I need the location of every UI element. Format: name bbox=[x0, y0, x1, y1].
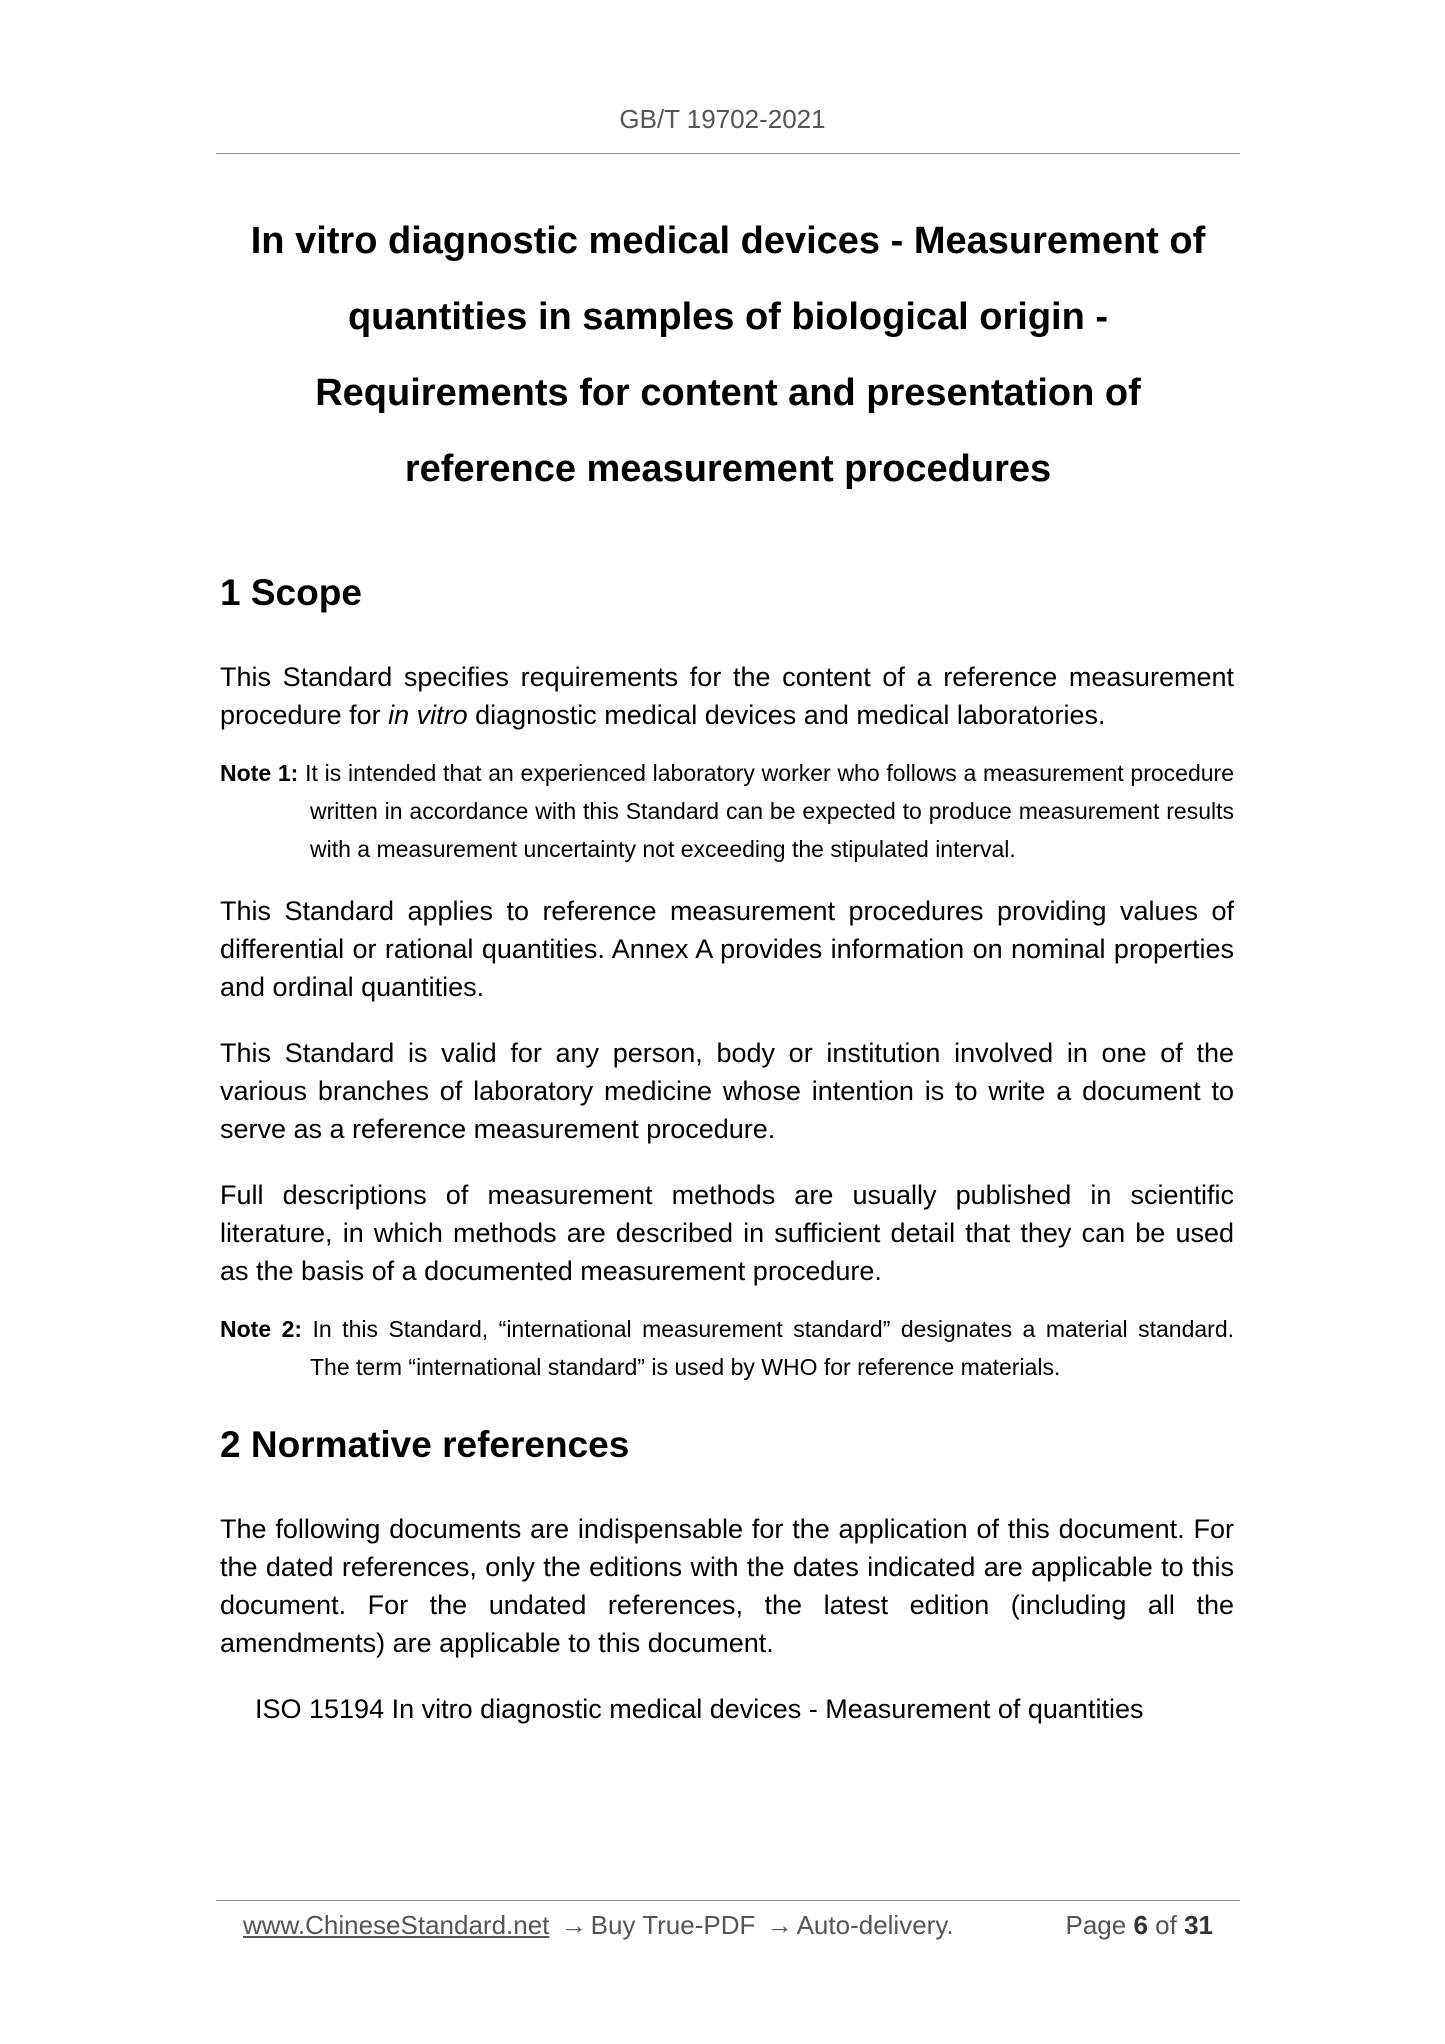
normative-references-paragraph: The following documents are indispensable for the application of this document. For the dated references, only the editions with the dates indicated are applicable to this document. For the undated references, the latest edition (including all the amendments) are applicable to this document. bbox=[220, 1514, 1234, 1658]
scope-paragraph-3: This Standard is valid for any person, body or institution involved in one of the various branches of laboratory medicine whose intention is to write a document to serve as a reference measurement procedure. bbox=[220, 1038, 1234, 1144]
arrow-right-icon: → bbox=[766, 1910, 793, 1940]
document-body bbox=[220, 568, 1234, 1728]
website-link[interactable]: www.ChineseStandard.net bbox=[243, 1910, 550, 1940]
page-word: Page bbox=[1065, 1910, 1127, 1940]
scope-p1-text-b: diagnostic medical devices and medical laboratories. bbox=[467, 700, 1106, 730]
section-2-heading: 2 Normative references bbox=[220, 1424, 630, 1465]
page-footer bbox=[243, 1905, 1213, 1945]
title-line-1: In vitro diagnostic medical devices - Measurement of bbox=[250, 220, 1206, 262]
note-1-text: It is intended that an experienced laboratory worker who follows a measurement procedure written in accordance with this Standard can be expected to produce measurement results with a measurement uncertainty not exceeding the stipulated interval. bbox=[298, 760, 1235, 862]
scope-p1-text-a: This Standard specifies requirements for the content of a reference measurement procedure for bbox=[220, 662, 1234, 730]
auto-delivery-text: Auto-delivery. bbox=[796, 1910, 954, 1940]
current-page-number: 6 bbox=[1133, 1910, 1148, 1940]
buy-true-pdf-text: Buy True-PDF bbox=[590, 1910, 756, 1940]
scope-paragraph-4: Full descriptions of measurement methods are usually published in scientific literature, in which methods are described in sufficient detail that they can be used as the basis of a documented measurement procedure. bbox=[220, 1180, 1234, 1286]
note-1 bbox=[220, 754, 1234, 868]
title-line-3: Requirements for content and presentation of bbox=[315, 372, 1141, 414]
header-divider bbox=[216, 153, 1240, 154]
note-2 bbox=[220, 1310, 1234, 1386]
reference-iso-15194: ISO 15194 In vitro diagnostic medical devices - Measurement of quantities bbox=[255, 1694, 1144, 1724]
scope-p1-italic: in vitro bbox=[388, 700, 468, 730]
note-2-label: Note 2: bbox=[220, 1316, 303, 1342]
document-title bbox=[216, 203, 1240, 507]
of-word: of bbox=[1155, 1910, 1177, 1940]
page-number-indicator bbox=[1065, 1905, 1213, 1945]
note-2-text: In this Standard, “international measurement standard” designates a material standard. The term “international standard” is used by WHO for reference materials. bbox=[302, 1316, 1235, 1380]
title-line-2: quantities in samples of biological origin - bbox=[347, 296, 1109, 338]
note-1-label: Note 1: bbox=[220, 760, 299, 786]
standard-code-header: GB/T 19702-2021 bbox=[619, 104, 826, 134]
scope-paragraph-1 bbox=[220, 658, 1234, 734]
arrow-right-icon: → bbox=[560, 1910, 587, 1940]
scope-paragraph-2: This Standard applies to reference measurement procedures providing values of differential or rational quantities. Annex A provides information on nominal properties and ordinal quantities. bbox=[220, 896, 1234, 1002]
footer-divider bbox=[216, 1900, 1240, 1901]
title-line-4: reference measurement procedures bbox=[404, 448, 1052, 490]
total-pages-number: 31 bbox=[1184, 1910, 1213, 1940]
section-1-heading: 1 Scope bbox=[220, 572, 362, 613]
